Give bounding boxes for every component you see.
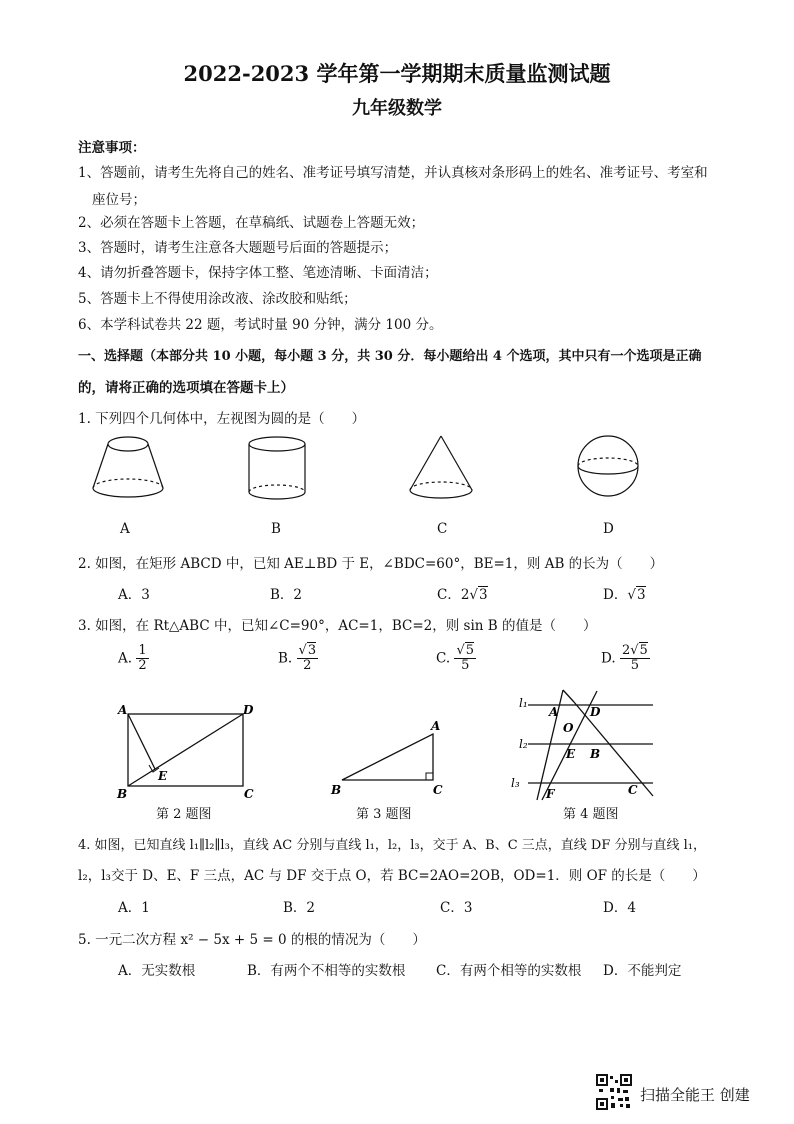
q4-stem: 4. 如图，已知直线 l₁∥l₂∥l₃，直线 AC 分别与直线 l₁，l₂，l₃，交于 A、B、C 三点，直线 DF 分别与直线 l₁， [78,838,706,853]
fig4-label-d: D [590,705,601,719]
frustum-figure [93,437,163,497]
fig3-caption: 第 3 题图 [356,807,412,822]
numerator: √5 [456,643,475,658]
notice-item: 2、必须在答题卡上答题，在草稿纸、试题卷上答题无效； [78,215,425,231]
sphere-figure [578,436,638,496]
denominator: 5 [461,658,470,674]
figure-q4 [508,688,668,806]
fig4-label-b: B [590,747,601,761]
q2-option-c-radicand: 3 [479,587,488,603]
q2-option-d [603,583,646,603]
section1-heading-cont: 的，请将正确的选项填在答题卡上） [78,380,294,396]
q5-option-d: D．不能判定 [603,963,682,979]
q5-option-c: C．有两个相等的实数根 [436,963,582,979]
notice-item: 6、本学科试卷共 22 题，考试时量 90 分钟，满分 100 分。 [78,317,443,333]
q1-solids [80,432,720,522]
sqrt-sign: √ [469,587,479,603]
q3-stem: 3. 如图，在 Rt△ABC 中，已知∠C=90°，AC=1，BC=2，则 sin B 的值是（ ） [78,618,597,634]
fig4-label-f: F [546,787,555,801]
q3-option-d [601,644,650,674]
fig4-caption: 第 4 题图 [563,807,619,822]
notice-item: 4、请勿折叠答题卡，保持字体工整、笔迹清晰、卡面清洁； [78,265,438,281]
q1-label-a: A [120,521,130,537]
fig4-label-l1: l₁ [519,696,528,710]
notice-heading: 注意事项： [78,140,146,156]
notice-item: 1、答题前，请考生先将自己的姓名、准考证号填写清楚，并认真核对条形码上的姓名、准考证号、考室和 [78,165,708,181]
fig4-label-l2: l₂ [519,737,528,751]
q3-option-b-label: B. [278,650,293,667]
denominator: 2 [303,658,312,674]
q4-option-c: C．3 [440,900,473,916]
q2-stem: 2. 如图，在矩形 ABCD 中，已知 AE⊥BD 于 E，∠BDC=60°，BE=1，则 AB 的长为（ ） [78,556,664,572]
numerator: 1 [138,643,147,658]
fig4-label-o: O [563,721,574,735]
q2-option-d-radicand: 3 [636,587,646,603]
cylinder-figure [249,437,305,499]
q3-option-d-label: D. [601,650,616,667]
q3-option-c-label: C. [436,650,451,667]
sqrt-sign: √ [627,587,636,603]
q3-option-c [436,644,476,674]
notice-item: 3、答题时，请考生注意各大题题号后面的答题提示； [78,240,398,256]
q3-option-a [118,644,149,674]
figure-q2 [112,700,272,805]
q1-label-d: D [603,521,614,537]
q1-label-c: C [437,521,448,537]
scanner-watermark: 扫描全能王 创建 [640,1086,750,1104]
q5-option-a: A．无实数根 [118,963,196,979]
fig4-label-c: C [628,783,638,797]
fig4-label-a: A [549,705,559,719]
fig3-label-a: A [431,719,441,733]
numerator: 2√5 [621,643,648,658]
q4-stem-cont: l₂，l₃交于 D、E、F 三点，AC 与 DF 交于点 O，若 BC=2AO=2OB，OD=1．则 OF 的长是（ ） [78,868,706,884]
q2-option-a: A．3 [118,587,150,603]
fig2-label-e: E [158,769,168,783]
fraction [136,644,148,674]
fig2-label-b: B [117,787,128,801]
fraction [454,644,476,674]
q5-stem: 5. 一元二次方程 x² − 5x + 5 = 0 的根的情况为（ ） [78,932,426,948]
fraction [620,644,650,674]
exam-subtitle: 九年级数学 [352,98,442,119]
q1-stem: 1. 下列四个几何体中，左视图为圆的是（ ） [78,411,366,427]
fig2-label-c: C [244,787,254,801]
notice-item: 座位号； [92,192,146,208]
q2-option-b: B．2 [270,587,303,603]
fig2-caption: 第 2 题图 [156,807,212,822]
figure-q3 [326,712,456,807]
q2-option-d-label: D． [603,587,628,603]
q5-option-b: B．有两个不相等的实数根 [247,963,406,979]
q4-option-a: A．1 [118,900,150,916]
q4-option-d: D．4 [603,900,636,916]
q3-option-a-label: A. [118,650,133,667]
fig3-label-b: B [331,783,342,797]
denominator: 5 [630,658,639,674]
fig2-label-d: D [243,703,254,717]
fig4-label-e: E [566,747,576,761]
fig2-label-a: A [118,703,128,717]
section1-heading: 一、选择题（本部分共 10 小题，每小题 3 分，共 30 分．每小题给出 4 个选项，其中只有一个选项是正确 [78,349,702,364]
fraction [297,644,319,674]
q3-option-b [278,644,318,674]
qr-code-icon [596,1074,632,1110]
cone-figure [410,436,472,498]
q4-option-b: B．2 [283,900,316,916]
fig3-label-c: C [433,783,443,797]
q2-option-c-label: C．2 [437,587,470,603]
q2-option-c [437,583,488,603]
notice-item: 5、答题卡上不得使用涂改液、涂改胶和贴纸； [78,291,357,307]
numerator: √3 [298,643,317,658]
fig4-label-l3: l₃ [511,776,520,790]
exam-title: 2022-2023 学年第一学期期末质量监测试题 [183,61,611,86]
q1-label-b: B [271,521,281,537]
denominator: 2 [138,658,147,674]
